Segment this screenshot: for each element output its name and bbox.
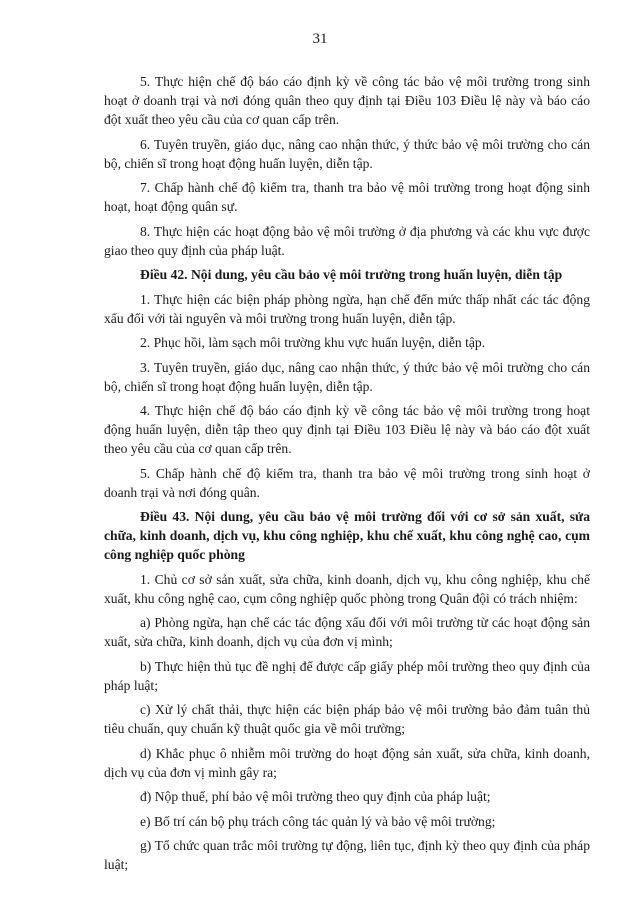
paragraph-art43-point-b: b) Thực hiện thủ tục đề nghị để được cấp giấy phép môi trường theo quy định của pháp luật; [104,658,590,693]
paragraph-art41-item6: 6. Tuyên truyền, giáo dục, nâng cao nhận thức, ý thức bảo vệ môi trường cho cán bộ, chiến sĩ trong hoạt động huấn luyện, diễn tập. [104,136,590,171]
paragraph-art41-item5: 5. Thực hiện chế độ báo cáo định kỳ về công tác bảo vệ môi trường trong sinh hoạt ở doanh trại và nơi đóng quân theo quy định tại Điều 103 Điều lệ này và báo cáo đột xuất theo yêu cầu của cơ quan cấp trên. [104,74,590,127]
paragraph-art42-item1: 1. Thực hiện các biện pháp phòng ngừa, hạn chế đến mức thấp nhất các tác động xấu đối với tài nguyên và môi trường trong huấn luyện, diễn tập. [104,291,590,326]
paragraph-art43-point-g: g) Tổ chức quan trắc môi trường tự động, liên tục, định kỳ theo quy định của pháp luật; [104,838,590,872]
paragraph-art42-item2: 2. Phục hồi, làm sạch môi trường khu vực huấn luyện, diễn tập. [140,335,486,350]
paragraph-art42-item4: 4. Thực hiện chế độ báo cáo định kỳ về công tác bảo vệ môi trường trong hoạt động huấn luyện, diễn tập theo quy định tại Điều 103 Điều lệ này và báo cáo đột xuất theo yêu cầu của cơ quan cấp trên. [104,403,590,456]
article-42-heading: Điều 42. Nội dung, yêu cầu bảo vệ môi trường trong huấn luyện, diễn tập [140,267,563,282]
paragraph-art42-item5: 5. Chấp hành chế độ kiểm tra, thanh tra bảo vệ môi trường trong sinh hoạt ở doanh trại và nơi đóng quân. [104,465,590,500]
paragraph-art43-point-e: e) Bố trí cán bộ phụ trách công tác quản lý và bảo vệ môi trường; [140,813,496,829]
paragraph-art43-point-a: a) Phòng ngừa, hạn chế các tác động xấu đối với môi trường từ các hoạt động sản xuất, sửa chữa, kinh doanh, dịch vụ của đơn vị mình; [104,615,590,649]
paragraph-art41-item8: 8. Thực hiện các hoạt động bảo vệ môi trường ở địa phương và các khu vực được giao theo quy định của pháp luật. [104,223,590,258]
paragraph-art43-item1: 1. Chủ cơ sở sản xuất, sửa chữa, kinh doanh, dịch vụ, khu công nghiệp, khu chế xuất, khu công nghệ cao, cụm công nghiệp quốc phòng trong Quân đội có trách nhiệm: [104,571,590,606]
paragraph-art41-item7: 7. Chấp hành chế độ kiểm tra, thanh tra bảo vệ môi trường trong hoạt động sinh hoạt, hoạt động quân sự. [104,180,590,214]
paragraph-art43-point-c: c) Xử lý chất thải, thực hiện các biện pháp bảo vệ môi trường bảo đảm tuân thủ tiêu chuẩn, quy chuẩn kỹ thuật quốc gia về môi trường; [104,702,590,736]
paragraph-art42-item3: 3. Tuyên truyền, giáo dục, nâng cao nhận thức, ý thức bảo vệ môi trường cho cán bộ, chiến sĩ trong hoạt động huấn luyện, diễn tập. [104,359,590,394]
paragraph-art43-point-d: d) Khắc phục ô nhiễm môi trường do hoạt động sản xuất, sửa chữa, kinh doanh, dịch vụ của đơn vị mình gây ra; [104,745,590,780]
page-number: 31 [312,31,328,47]
document-body [104,72,590,880]
article-43-heading: Điều 43. Nội dung, yêu cầu bảo vệ môi trường đối với cơ sở sản xuất, sửa chữa, kinh doanh, dịch vụ, khu công nghiệp, khu chế xuất, khu công nghệ cao, cụm công nghiệp quốc phòng [104,509,590,562]
paragraph-art43-point-dd: đ) Nộp thuế, phí bảo vệ môi trường theo quy định của pháp luật; [140,789,491,804]
